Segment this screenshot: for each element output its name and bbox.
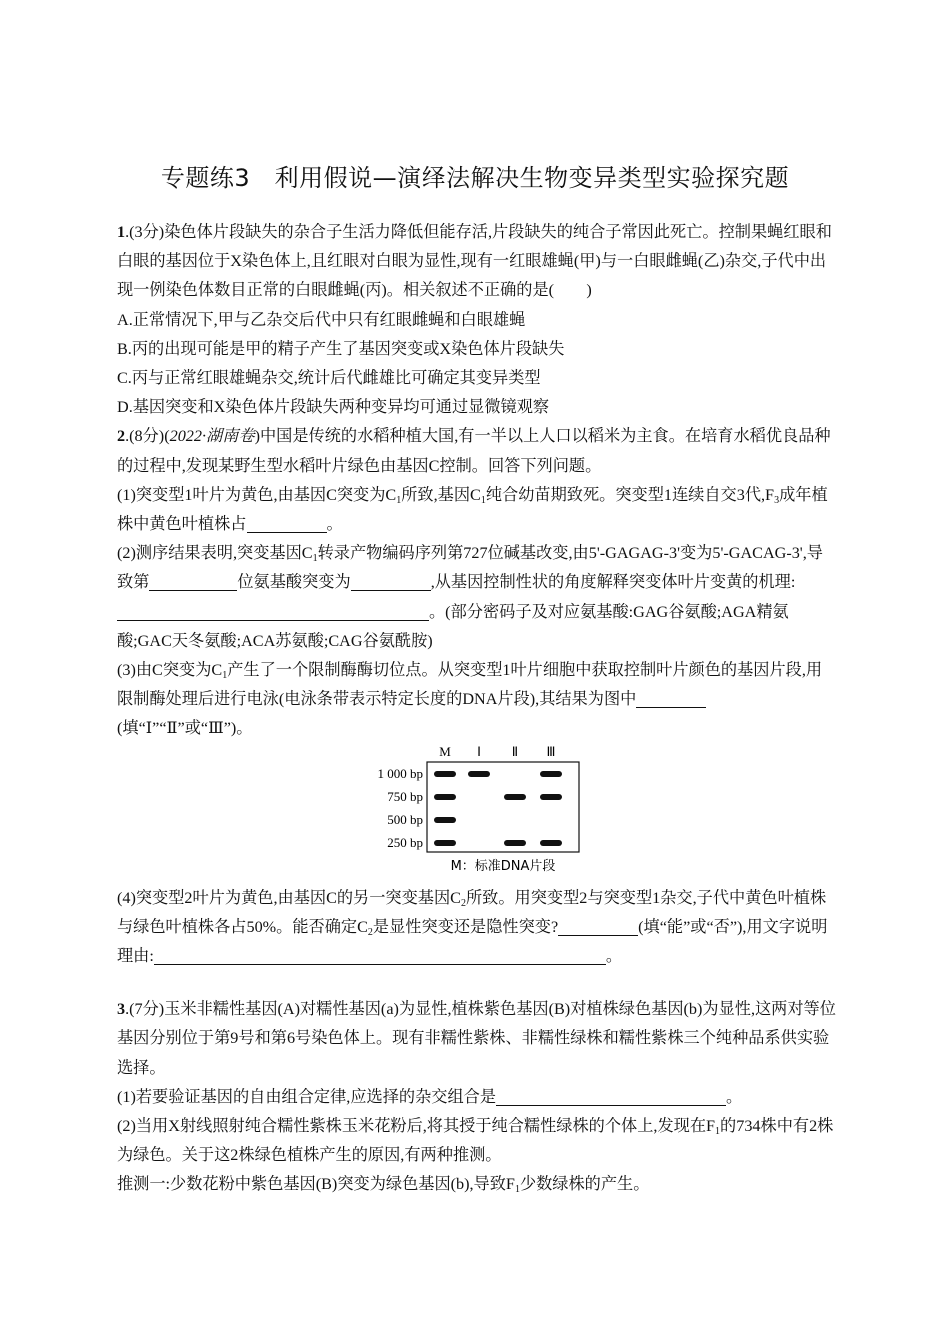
q3-guess1	[117, 1170, 837, 1199]
gel-band	[434, 794, 456, 800]
q2-p2-text-e: 。(部分密码子及对应氨基酸:GAG谷氨酸;AGA精氨酸;GAC天冬氨酸;ACA苏氨酸;CAG谷氨酰胺)	[117, 602, 789, 650]
q2-p1-text-d: 成年植株中黄色叶植株占	[117, 485, 828, 534]
gel-lane-label: Ⅰ	[477, 743, 481, 759]
q2-source: 2022·湖南卷	[169, 427, 255, 446]
gel-band	[434, 817, 456, 823]
answer-blank[interactable]	[117, 602, 429, 621]
answer-blank[interactable]	[496, 1087, 726, 1106]
q2-p2-text-b: 转录产物编码序列第727位碱基改变,由5'-GAGAG-3'变为5'-GACAG-3',导致第	[117, 544, 823, 592]
gel-band	[540, 840, 562, 846]
q3-p2-text-a: (2)当用X射线照射纯合糯性紫株玉米花粉后,将其授于纯合糯性绿株的个体上,发现在F	[117, 1117, 716, 1136]
subscript: 1	[480, 494, 486, 506]
q2-part1	[117, 481, 837, 539]
gel-figure	[117, 744, 837, 884]
q2-p4-text-c: 是显性突变还是隐性突变?	[372, 917, 559, 936]
q2-p2-text-d: ,从基因控制性状的角度解释突变体叶片变黄的机理:	[430, 573, 796, 592]
subscript: 1	[514, 1184, 520, 1196]
gel-band	[434, 771, 456, 777]
gel-size-label: 500 bp	[387, 811, 423, 827]
page-title: 专题练3 利用假说—演绎法解决生物变异类型实验探究题	[160, 164, 790, 192]
q1-stem-text: .(3分)染色体片段缺失的杂合子生活力降低但能存活,片段缺失的纯合子常因此死亡。控制果蝇红眼和白眼的基因位于X染色体上,且红眼对白眼为显性,现有一红眼雄蝇(甲)与一白眼雌蝇(乙)杂交,子代中出现一例染色体数目正常的白眼雌蝇(丙)。相关叙述不正确的是( )	[117, 223, 832, 300]
gel-band	[468, 771, 490, 777]
q2-p1-text-c: 纯合幼苗期致死。突变型1连续自交3代,F	[485, 485, 775, 504]
subscript: 3	[774, 494, 780, 506]
q3-p2-text-b: 的734株中有2株为绿色。关于这2株绿色植株产生的原因,有两种推测。	[117, 1117, 834, 1165]
q1-option-d: D.基因突变和X染色体片段缺失两种变异均可通过显微镜观察	[117, 398, 550, 417]
gel-lane-label: M	[439, 743, 451, 759]
q3-part1	[117, 1083, 837, 1112]
q2-p2-text-c: 位氨基酸突变为	[237, 573, 351, 592]
q3-p1-text-a: (1)若要验证基因的自由组合定律,应选择的杂交组合是	[117, 1087, 497, 1106]
q2-p3-text-a: (3)由C突变为C	[117, 661, 223, 680]
q2-stem	[117, 422, 837, 480]
gel-band	[504, 794, 526, 800]
answer-blank[interactable]	[558, 917, 638, 936]
q1-stem	[117, 218, 837, 306]
q2-p2-text-a: (2)测序结果表明,突变基因C	[117, 544, 313, 563]
q3-p3-text-b: 少数绿株的产生。	[519, 1175, 650, 1194]
answer-blank[interactable]	[154, 946, 606, 965]
q2-p1-text-a: (1)突变型1叶片为黄色,由基因C突变为C	[117, 485, 397, 504]
q2-part3	[117, 656, 837, 744]
q2-p1-text-b: 所致,基因C	[401, 485, 481, 504]
q1-option-a: A.正常情况下,甲与乙杂交后代中只有红眼雌蝇和白眼雄蝇	[117, 310, 526, 329]
q2-part2	[117, 539, 837, 656]
q2-p4-text-a: (4)突变型2叶片为黄色,由基因C的另一突变基因C	[117, 888, 461, 907]
q1-number: 1	[117, 223, 126, 241]
gel-size-label: 1 000 bp	[377, 765, 423, 781]
q3-part2	[117, 1112, 837, 1170]
q2-p4-text-b: 所致。用突变型2与突变型1杂交,子代中黄色叶植株与绿色叶植株各占50%。能否确定C	[117, 888, 827, 936]
q1-option-c: C.丙与正常红眼雄蝇杂交,统计后代雌雄比可确定其变异类型	[117, 369, 541, 388]
answer-blank[interactable]	[149, 573, 237, 592]
answer-blank[interactable]	[247, 514, 327, 533]
subscript: 1	[396, 494, 402, 506]
q3-number: 3	[117, 1000, 126, 1019]
q3-stem	[117, 995, 837, 1083]
q3-p1-text-b: 。	[726, 1087, 743, 1106]
document-body	[117, 218, 837, 1200]
gel-size-label: 750 bp	[387, 788, 423, 804]
q2-part4	[117, 884, 837, 972]
q2-intro: )中国是传统的水稻种植大国,有一半以上人口以稻米为主食。在培育水稻优良品种的过程中,发现某野生型水稻叶片绿色由基因C控制。回答下列问题。	[117, 427, 831, 475]
answer-blank[interactable]	[636, 689, 706, 708]
gel-caption: M：标准DNA片段	[450, 858, 556, 874]
gel-lane-label: Ⅲ	[546, 743, 556, 759]
q2-p3-text-b: 产生了一个限制酶酶切位点。从突变型1叶片细胞中获取控制叶片颜色的基因片段,用限制酶处理后进行电泳(电泳条带表示特定长度的DNA片段),其结果为图中	[117, 661, 823, 709]
q2-p3-text-c: (填“Ⅰ”“Ⅱ”或“Ⅲ”)。	[117, 719, 253, 738]
q2-p1-text-e: 。	[326, 515, 343, 534]
subscript: 1	[715, 1126, 721, 1138]
q2-p4-text-e: 。	[605, 947, 623, 966]
gel-band	[540, 771, 562, 777]
answer-blank[interactable]	[351, 573, 431, 592]
subscript: 1	[312, 553, 318, 565]
gel-size-label: 250 bp	[387, 834, 423, 850]
subscript: 2	[367, 926, 373, 938]
gel-band	[504, 840, 526, 846]
q2-number: 2	[117, 427, 126, 446]
subscript: 2	[460, 897, 466, 909]
q3-p3-text-a: 推测一:少数花粉中紫色基因(B)突变为绿色基因(b),导致F	[117, 1175, 515, 1194]
gel-lane-label: Ⅱ	[511, 743, 519, 759]
subscript: 1	[222, 670, 228, 682]
electrophoresis-gel	[367, 744, 707, 884]
gel-band	[540, 794, 562, 800]
q2-p4-text-d: (填“能”或“否”),用文字说明理由:	[117, 917, 828, 966]
q3-stem-text: .(7分)玉米非糯性基因(A)对糯性基因(a)为显性,植株紫色基因(B)对植株绿色基因(b)为显性,这两对等位基因分别位于第9号和第6号染色体上。现有非糯性紫株、非糯性绿株和糯性紫株三个纯种品系供实验选择。	[117, 1000, 836, 1077]
q2-score: .(8分)(	[125, 427, 170, 446]
q1-option-b: B.丙的出现可能是甲的精子产生了基因突变或X染色体片段缺失	[117, 339, 565, 358]
gel-band	[434, 840, 456, 846]
